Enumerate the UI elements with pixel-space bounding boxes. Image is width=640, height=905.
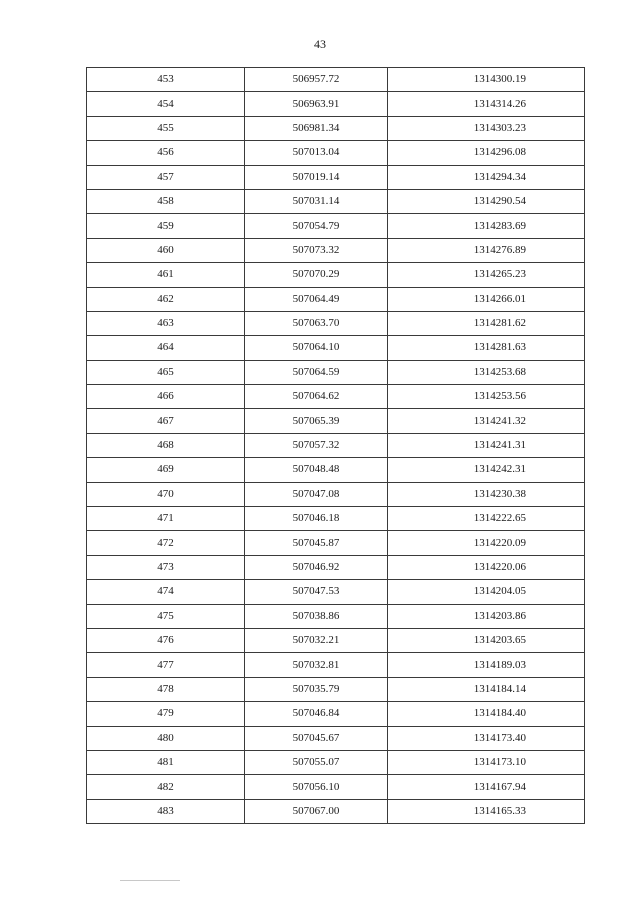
- x-coordinate-cell: 507056.10: [245, 775, 388, 799]
- point-number-cell: 469: [87, 458, 245, 482]
- y-coordinate-cell: 1314241.32: [388, 409, 585, 433]
- y-coordinate-cell: 1314184.14: [388, 677, 585, 701]
- x-coordinate-cell: 507070.29: [245, 263, 388, 287]
- table-row: [87, 628, 585, 652]
- point-number-cell: 480: [87, 726, 245, 750]
- table-row: [87, 263, 585, 287]
- point-number-cell: 474: [87, 580, 245, 604]
- point-number-cell: 468: [87, 433, 245, 457]
- point-number-cell: 475: [87, 604, 245, 628]
- y-coordinate-cell: 1314165.33: [388, 799, 585, 823]
- point-number-cell: 470: [87, 482, 245, 506]
- point-number-cell: 482: [87, 775, 245, 799]
- table-row: [87, 165, 585, 189]
- y-coordinate-cell: 1314220.09: [388, 531, 585, 555]
- x-coordinate-cell: 507064.10: [245, 336, 388, 360]
- table-row: [87, 531, 585, 555]
- table-row: [87, 409, 585, 433]
- point-number-cell: 464: [87, 336, 245, 360]
- y-coordinate-cell: 1314230.38: [388, 482, 585, 506]
- point-number-cell: 456: [87, 141, 245, 165]
- point-number-cell: 481: [87, 750, 245, 774]
- x-coordinate-cell: 506981.34: [245, 116, 388, 140]
- y-coordinate-cell: 1314189.03: [388, 653, 585, 677]
- table-row: [87, 458, 585, 482]
- point-number-cell: 471: [87, 507, 245, 531]
- coordinates-table: [86, 67, 585, 824]
- y-coordinate-cell: 1314281.63: [388, 336, 585, 360]
- y-coordinate-cell: 1314241.31: [388, 433, 585, 457]
- table-row: [87, 238, 585, 262]
- table-row: [87, 92, 585, 116]
- table-row: [87, 726, 585, 750]
- y-coordinate-cell: 1314167.94: [388, 775, 585, 799]
- y-coordinate-cell: 1314203.86: [388, 604, 585, 628]
- point-number-cell: 479: [87, 702, 245, 726]
- x-coordinate-cell: 507064.62: [245, 385, 388, 409]
- y-coordinate-cell: 1314294.34: [388, 165, 585, 189]
- table-row: [87, 214, 585, 238]
- point-number-cell: 462: [87, 287, 245, 311]
- y-coordinate-cell: 1314204.05: [388, 580, 585, 604]
- y-coordinate-cell: 1314265.23: [388, 263, 585, 287]
- point-number-cell: 477: [87, 653, 245, 677]
- table-row: [87, 336, 585, 360]
- y-coordinate-cell: 1314253.56: [388, 385, 585, 409]
- point-number-cell: 457: [87, 165, 245, 189]
- x-coordinate-cell: 507064.49: [245, 287, 388, 311]
- table-row: [87, 360, 585, 384]
- y-coordinate-cell: 1314173.10: [388, 750, 585, 774]
- x-coordinate-cell: 507013.04: [245, 141, 388, 165]
- point-number-cell: 454: [87, 92, 245, 116]
- y-coordinate-cell: 1314283.69: [388, 214, 585, 238]
- y-coordinate-cell: 1314281.62: [388, 311, 585, 335]
- x-coordinate-cell: 506963.91: [245, 92, 388, 116]
- x-coordinate-cell: 507031.14: [245, 189, 388, 213]
- x-coordinate-cell: 507032.21: [245, 628, 388, 652]
- x-coordinate-cell: 507057.32: [245, 433, 388, 457]
- x-coordinate-cell: 507038.86: [245, 604, 388, 628]
- point-number-cell: 473: [87, 555, 245, 579]
- table-row: [87, 653, 585, 677]
- scan-artifact-line: [120, 880, 180, 881]
- table-row: [87, 311, 585, 335]
- y-coordinate-cell: 1314300.19: [388, 68, 585, 92]
- y-coordinate-cell: 1314184.40: [388, 702, 585, 726]
- y-coordinate-cell: 1314253.68: [388, 360, 585, 384]
- x-coordinate-cell: 507065.39: [245, 409, 388, 433]
- x-coordinate-cell: 507032.81: [245, 653, 388, 677]
- y-coordinate-cell: 1314266.01: [388, 287, 585, 311]
- y-coordinate-cell: 1314222.65: [388, 507, 585, 531]
- table-row: [87, 604, 585, 628]
- y-coordinate-cell: 1314314.26: [388, 92, 585, 116]
- x-coordinate-cell: 507035.79: [245, 677, 388, 701]
- table-row: [87, 750, 585, 774]
- table-row: [87, 799, 585, 823]
- table-row: [87, 433, 585, 457]
- point-number-cell: 472: [87, 531, 245, 555]
- y-coordinate-cell: 1314303.23: [388, 116, 585, 140]
- x-coordinate-cell: 507046.84: [245, 702, 388, 726]
- y-coordinate-cell: 1314220.06: [388, 555, 585, 579]
- point-number-cell: 458: [87, 189, 245, 213]
- point-number-cell: 463: [87, 311, 245, 335]
- table-row: [87, 775, 585, 799]
- point-number-cell: 478: [87, 677, 245, 701]
- x-coordinate-cell: 507047.53: [245, 580, 388, 604]
- y-coordinate-cell: 1314296.08: [388, 141, 585, 165]
- x-coordinate-cell: 507073.32: [245, 238, 388, 262]
- x-coordinate-cell: 507046.18: [245, 507, 388, 531]
- y-coordinate-cell: 1314173.40: [388, 726, 585, 750]
- x-coordinate-cell: 507048.48: [245, 458, 388, 482]
- x-coordinate-cell: 507063.70: [245, 311, 388, 335]
- x-coordinate-cell: 507055.07: [245, 750, 388, 774]
- point-number-cell: 465: [87, 360, 245, 384]
- table-row: [87, 116, 585, 140]
- x-coordinate-cell: 507064.59: [245, 360, 388, 384]
- x-coordinate-cell: 507019.14: [245, 165, 388, 189]
- page-number: 43: [314, 37, 326, 51]
- x-coordinate-cell: 507047.08: [245, 482, 388, 506]
- coordinates-table-body: [87, 68, 585, 824]
- point-number-cell: 453: [87, 68, 245, 92]
- table-row: [87, 141, 585, 165]
- x-coordinate-cell: 507054.79: [245, 214, 388, 238]
- x-coordinate-cell: 507067.00: [245, 799, 388, 823]
- table-row: [87, 677, 585, 701]
- x-coordinate-cell: 507045.67: [245, 726, 388, 750]
- table-row: [87, 702, 585, 726]
- point-number-cell: 460: [87, 238, 245, 262]
- x-coordinate-cell: 506957.72: [245, 68, 388, 92]
- x-coordinate-cell: 507045.87: [245, 531, 388, 555]
- point-number-cell: 459: [87, 214, 245, 238]
- table-row: [87, 385, 585, 409]
- point-number-cell: 483: [87, 799, 245, 823]
- table-row: [87, 507, 585, 531]
- y-coordinate-cell: 1314276.89: [388, 238, 585, 262]
- point-number-cell: 461: [87, 263, 245, 287]
- point-number-cell: 476: [87, 628, 245, 652]
- table-row: [87, 580, 585, 604]
- point-number-cell: 466: [87, 385, 245, 409]
- table-row: [87, 189, 585, 213]
- y-coordinate-cell: 1314290.54: [388, 189, 585, 213]
- table-row: [87, 68, 585, 92]
- y-coordinate-cell: 1314242.31: [388, 458, 585, 482]
- point-number-cell: 467: [87, 409, 245, 433]
- point-number-cell: 455: [87, 116, 245, 140]
- y-coordinate-cell: 1314203.65: [388, 628, 585, 652]
- table-row: [87, 555, 585, 579]
- x-coordinate-cell: 507046.92: [245, 555, 388, 579]
- table-row: [87, 287, 585, 311]
- table-row: [87, 482, 585, 506]
